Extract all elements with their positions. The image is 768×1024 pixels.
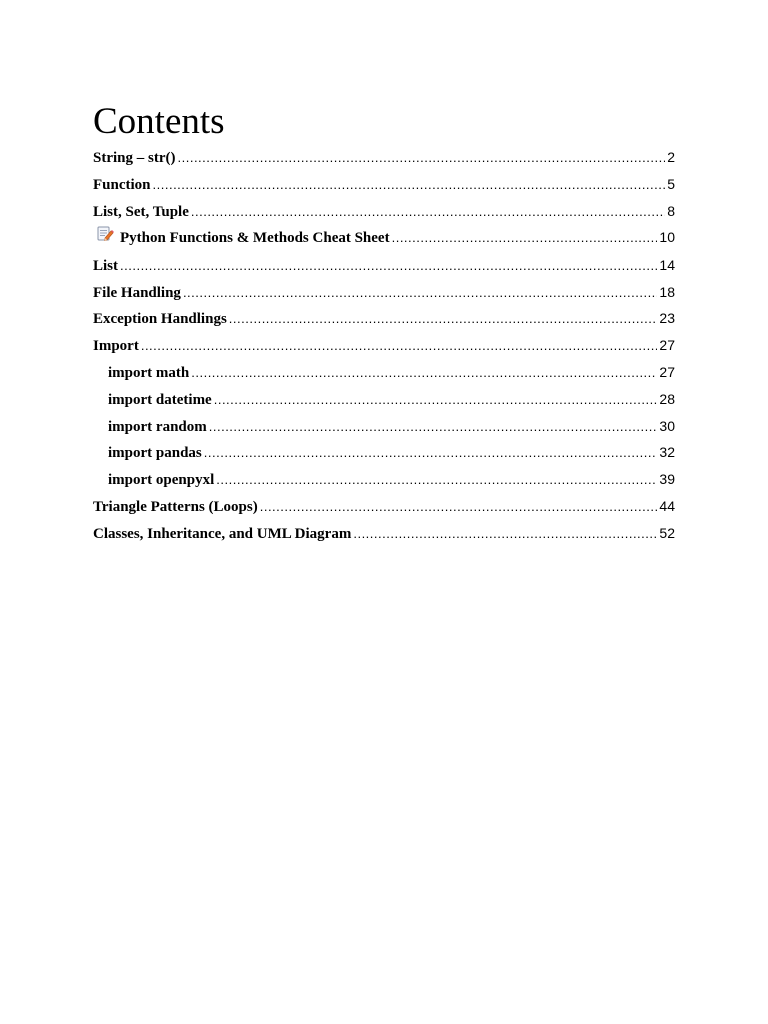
toc-entry-label: import random xyxy=(108,418,207,435)
toc-entry-import-pandas[interactable] xyxy=(93,439,675,466)
toc-entry-page: 39 xyxy=(659,471,675,488)
toc-entry-page: 23 xyxy=(659,310,675,327)
toc-entry-label: Classes, Inheritance, and UML Diagram xyxy=(93,525,352,542)
toc-entry-page: 14 xyxy=(659,256,675,273)
dot-leader xyxy=(141,333,658,360)
toc-entry-label: import openpyxl xyxy=(108,472,215,489)
dot-leader xyxy=(209,414,658,441)
toc-entry-list-set-tuple[interactable] xyxy=(93,198,675,225)
toc-entry-label: Triangle Patterns (Loops) xyxy=(93,499,258,516)
dot-leader xyxy=(191,199,665,226)
toc-entry-page: 44 xyxy=(659,498,675,515)
toc-entry-exception-handlings[interactable] xyxy=(93,305,675,332)
toc-list xyxy=(93,144,675,547)
toc-entry-label: Function xyxy=(93,176,151,193)
toc-entry-label: File Handling xyxy=(93,284,181,301)
toc-entry-page: 28 xyxy=(659,390,675,407)
toc-entry-label: Import xyxy=(93,338,139,355)
toc-entry-label: import math xyxy=(108,365,190,382)
toc-entry-string[interactable] xyxy=(93,144,675,171)
toc-entry-import-math[interactable] xyxy=(93,359,675,386)
toc-entry-page: 30 xyxy=(659,417,675,434)
toc-entry-page: 18 xyxy=(659,283,675,300)
toc-entry-list[interactable] xyxy=(93,252,675,279)
toc-entry-import-datetime[interactable] xyxy=(93,386,675,413)
table-of-contents xyxy=(93,100,675,547)
toc-entry-triangle-patterns[interactable] xyxy=(93,493,675,520)
toc-entry-label: Python Functions & Methods Cheat Sheet xyxy=(120,230,390,247)
toc-heading: Contents xyxy=(93,101,225,142)
dot-leader xyxy=(229,306,658,333)
toc-entry-cheat-sheet[interactable] xyxy=(93,224,675,252)
dot-leader xyxy=(204,440,658,467)
dot-leader xyxy=(183,280,657,307)
memo-pencil-icon xyxy=(96,224,114,242)
toc-entry-function[interactable] xyxy=(93,171,675,198)
dot-leader xyxy=(153,172,666,199)
toc-entry-import-random[interactable] xyxy=(93,413,675,440)
toc-entry-page: 27 xyxy=(659,364,675,381)
toc-entry-label: import datetime xyxy=(108,391,212,408)
toc-entry-page: 52 xyxy=(659,524,675,541)
toc-entry-page: 8 xyxy=(667,202,675,219)
toc-entry-label: String – str() xyxy=(93,150,176,166)
dot-leader xyxy=(178,145,666,172)
dot-leader xyxy=(260,494,658,521)
toc-entry-page: 32 xyxy=(659,444,675,461)
dot-leader xyxy=(120,253,657,280)
dot-leader xyxy=(214,387,658,414)
toc-entry-import-openpyxl[interactable] xyxy=(93,466,675,493)
toc-entry-classes-inheritance-uml[interactable] xyxy=(93,520,675,547)
dot-leader xyxy=(392,224,658,252)
dot-leader xyxy=(353,521,657,548)
toc-entry-label: List, Set, Tuple xyxy=(93,203,189,220)
toc-entry-file-handling[interactable] xyxy=(93,279,675,306)
toc-entry-label: Exception Handlings xyxy=(93,311,227,328)
toc-entry-label: import pandas xyxy=(108,445,202,462)
toc-entry-page: 2 xyxy=(667,149,675,165)
toc-entry-page: 10 xyxy=(659,229,675,246)
dot-leader xyxy=(191,360,657,387)
dot-leader xyxy=(216,467,657,494)
toc-entry-label: List xyxy=(93,257,119,274)
toc-entry-page: 5 xyxy=(667,175,675,192)
toc-entry-import[interactable] xyxy=(93,332,675,359)
toc-entry-page: 27 xyxy=(659,337,675,354)
